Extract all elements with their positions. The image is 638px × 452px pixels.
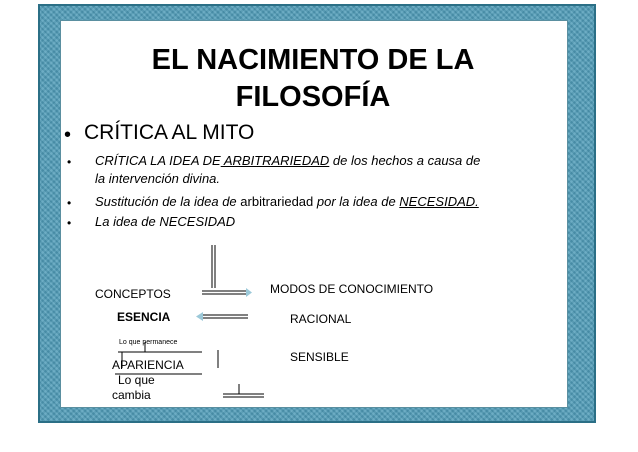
bullet-marker: • [67, 196, 72, 210]
label-cambia: cambia [112, 388, 151, 402]
bullet-necesidad: La idea de NECESIDAD [95, 214, 236, 229]
label-conceptos: CONCEPTOS [95, 287, 171, 301]
slide-title-line-1: EL NACIMIENTO DE LA [151, 44, 475, 76]
label-apariencia: APARIENCIA [112, 358, 184, 372]
bullet-critica-text: CRÍTICA LA IDEA DE [95, 153, 221, 168]
label-esencia: ESENCIA [117, 310, 171, 324]
main-bullet: CRÍTICA AL MITO [84, 121, 255, 144]
slide-title-line-2: FILOSOFÍA [235, 81, 391, 113]
arrow-head [196, 312, 203, 321]
bullet-marker: • [64, 124, 72, 146]
label-modos-de-conocimiento: MODOS DE CONOCIMIENTO [270, 282, 434, 296]
label-lo-que: Lo que [118, 373, 155, 387]
label-racional: RACIONAL [290, 312, 352, 326]
bullet-sustitucion-upright: arbitrariedad [240, 194, 314, 209]
label-lo-que-permanece: Lo que permanece [119, 339, 178, 346]
bullet-sustitucion-underlined: NECESIDAD. [399, 194, 479, 209]
arrow-head [246, 288, 252, 297]
bullet-critica-line-2: la intervención divina. [95, 171, 221, 186]
bullet-sustitucion-middle: por la idea de [313, 194, 400, 209]
bullet-sustitucion-text: Sustitución de la idea de [95, 194, 241, 209]
label-sensible: SENSIBLE [290, 350, 349, 364]
bullet-marker: • [67, 216, 72, 230]
bullet-marker: • [67, 155, 72, 169]
bullet-critica-after: de los hechos a causa de [329, 153, 481, 168]
bullet-critica-underlined: ARBITRARIEDAD [220, 153, 330, 168]
